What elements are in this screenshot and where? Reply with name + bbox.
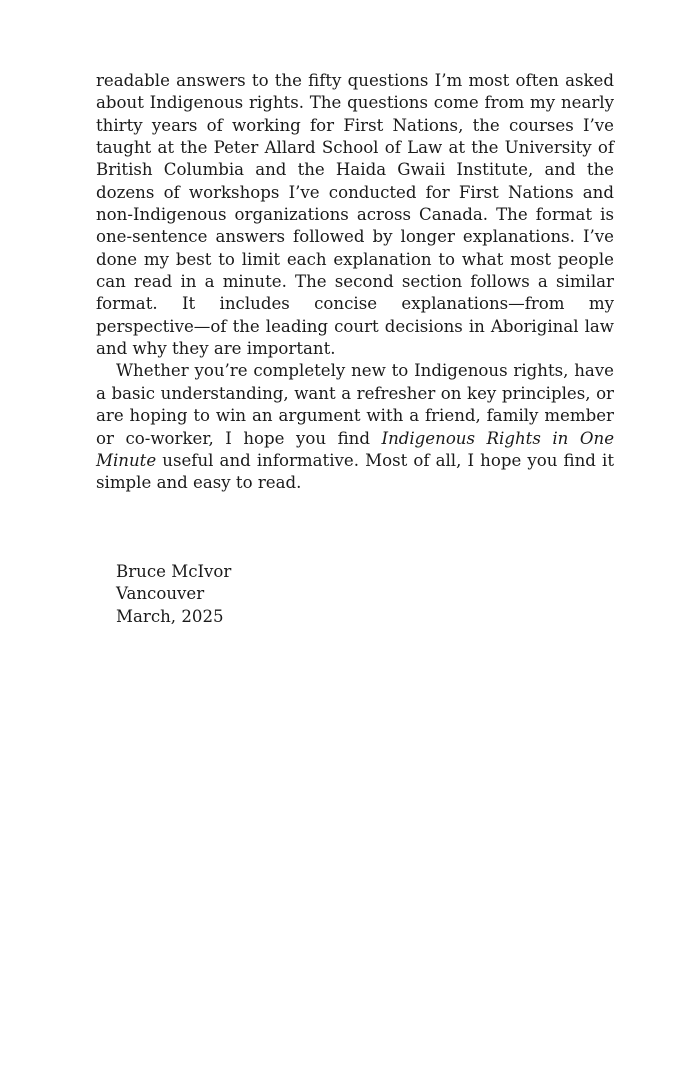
signature-date: March, 2025 bbox=[116, 606, 224, 626]
book-title: Indigenous Rights in One Minute bbox=[96, 428, 615, 470]
author-city: Vancouver bbox=[116, 584, 205, 604]
paragraph-2-text-start: Whether you’re completely new to Indigenous rights, have a basic understanding, want a refresher on key principles, or are hoping to win an argument with a friend, family member or co-worker, I hope you find bbox=[96, 361, 614, 448]
document-body bbox=[96, 70, 614, 495]
paragraph-2 bbox=[96, 360, 614, 494]
paragraph-1-text: readable answers to the fifty questions I’m most often asked about Indigenous rights. The questions come from my nearly thirty years of working for First Nations, the courses I’ve taught at the Peter Allard School of Law at the University of British Columbia and the Haida Gwaii Institute, and the dozens of workshops I’ve conducted for First Nations and non-Indigenous organizations across Canada. The format is one-sentence answers followed by longer explanations. I’ve done my best to limit each explanation to what most people can read in a minute. The second section follows a similar format. It includes concise explanations—from my perspective—of the leading court decisions in Aboriginal law and why they are important. bbox=[96, 71, 614, 359]
signature-block bbox=[116, 561, 231, 628]
paragraph-2-text-end: useful and informative. Most of all, I hope you find it simple and easy to read. bbox=[96, 450, 614, 493]
author-name: Bruce McIvor bbox=[116, 562, 232, 581]
paragraph-1 bbox=[96, 70, 614, 360]
